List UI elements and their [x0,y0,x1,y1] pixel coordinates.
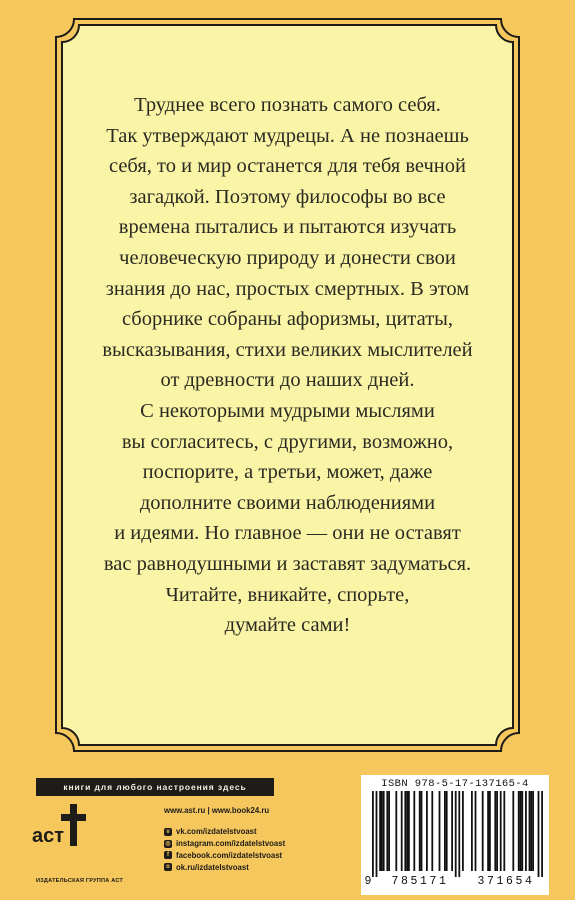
social-link[interactable] [164,850,285,862]
description-line: времена пытались и пытаются изучать [118,216,457,239]
description-line: думайте сами! [224,614,351,637]
social-link[interactable] [164,826,285,838]
description-line: знания до нас, простых смертных. В этом [105,277,470,300]
description-line: Читайте, вникайте, спорьте, [165,583,410,606]
publisher-name: ИЗДАТЕЛЬСКАЯ ГРУППА АСТ [36,878,124,884]
social-link-text: vk.com/izdatelstvoast [176,827,257,837]
description-line: вас равнодушными и заставят задуматься. [103,552,472,575]
description-line: Труднее всего познать самого себя. [134,94,441,116]
social-link[interactable] [164,861,285,873]
vk-icon: v [164,828,172,836]
logo-text: аст [32,825,65,847]
description-line: С некоторыми мудрыми мыслями [140,399,435,422]
description-line: от древности до наших дней. [160,369,415,392]
description-line: себя, то и мир останется для тебя вечной [108,155,467,178]
description-line: загадкой. Поэтому философы во все [129,185,446,208]
barcode-digits: 9 785171 371654 [364,875,535,888]
description-line: Так утверждают мудрецы. А не познаешь [106,124,469,147]
description-line: вы согласитесь, с другими, возможно, [121,430,454,453]
barcode-icon [361,791,549,877]
isbn-number: ISBN 978-5-17-137165-4 [381,778,529,790]
description-line: поспорите, а третьи, может, даже [142,461,433,484]
description-line: сборнике собраны афоризмы, цитаты, [121,308,454,331]
website-links[interactable]: www.ast.ru | www.book24.ru [164,806,270,815]
slogan-banner [36,778,274,796]
description-line: человеческую природу и донести свои [119,246,456,269]
ast-logo-icon [30,800,90,850]
isbn-barcode-block [361,775,549,895]
facebook-icon: f [164,851,172,859]
instagram-icon: ◎ [165,840,171,847]
social-link-text: ok.ru/izdatelstvoast [176,862,249,872]
social-links [164,826,285,873]
social-link-text: instagram.com/izdatelstvoast [176,839,286,849]
description-line: дополните своими наблюдениями [139,491,436,514]
social-link[interactable] [164,838,285,850]
social-link-text: facebook.com/izdatelstvoast [176,850,283,860]
book-description [60,90,515,641]
description-line: высказывания, стихи великих мыслителей [102,338,473,361]
description-line: и идеями. Но главное — они не оставят [114,522,461,545]
odnoklassniki-icon: o [164,863,172,871]
slogan-text: книги для любого настроения здесь [63,782,247,792]
